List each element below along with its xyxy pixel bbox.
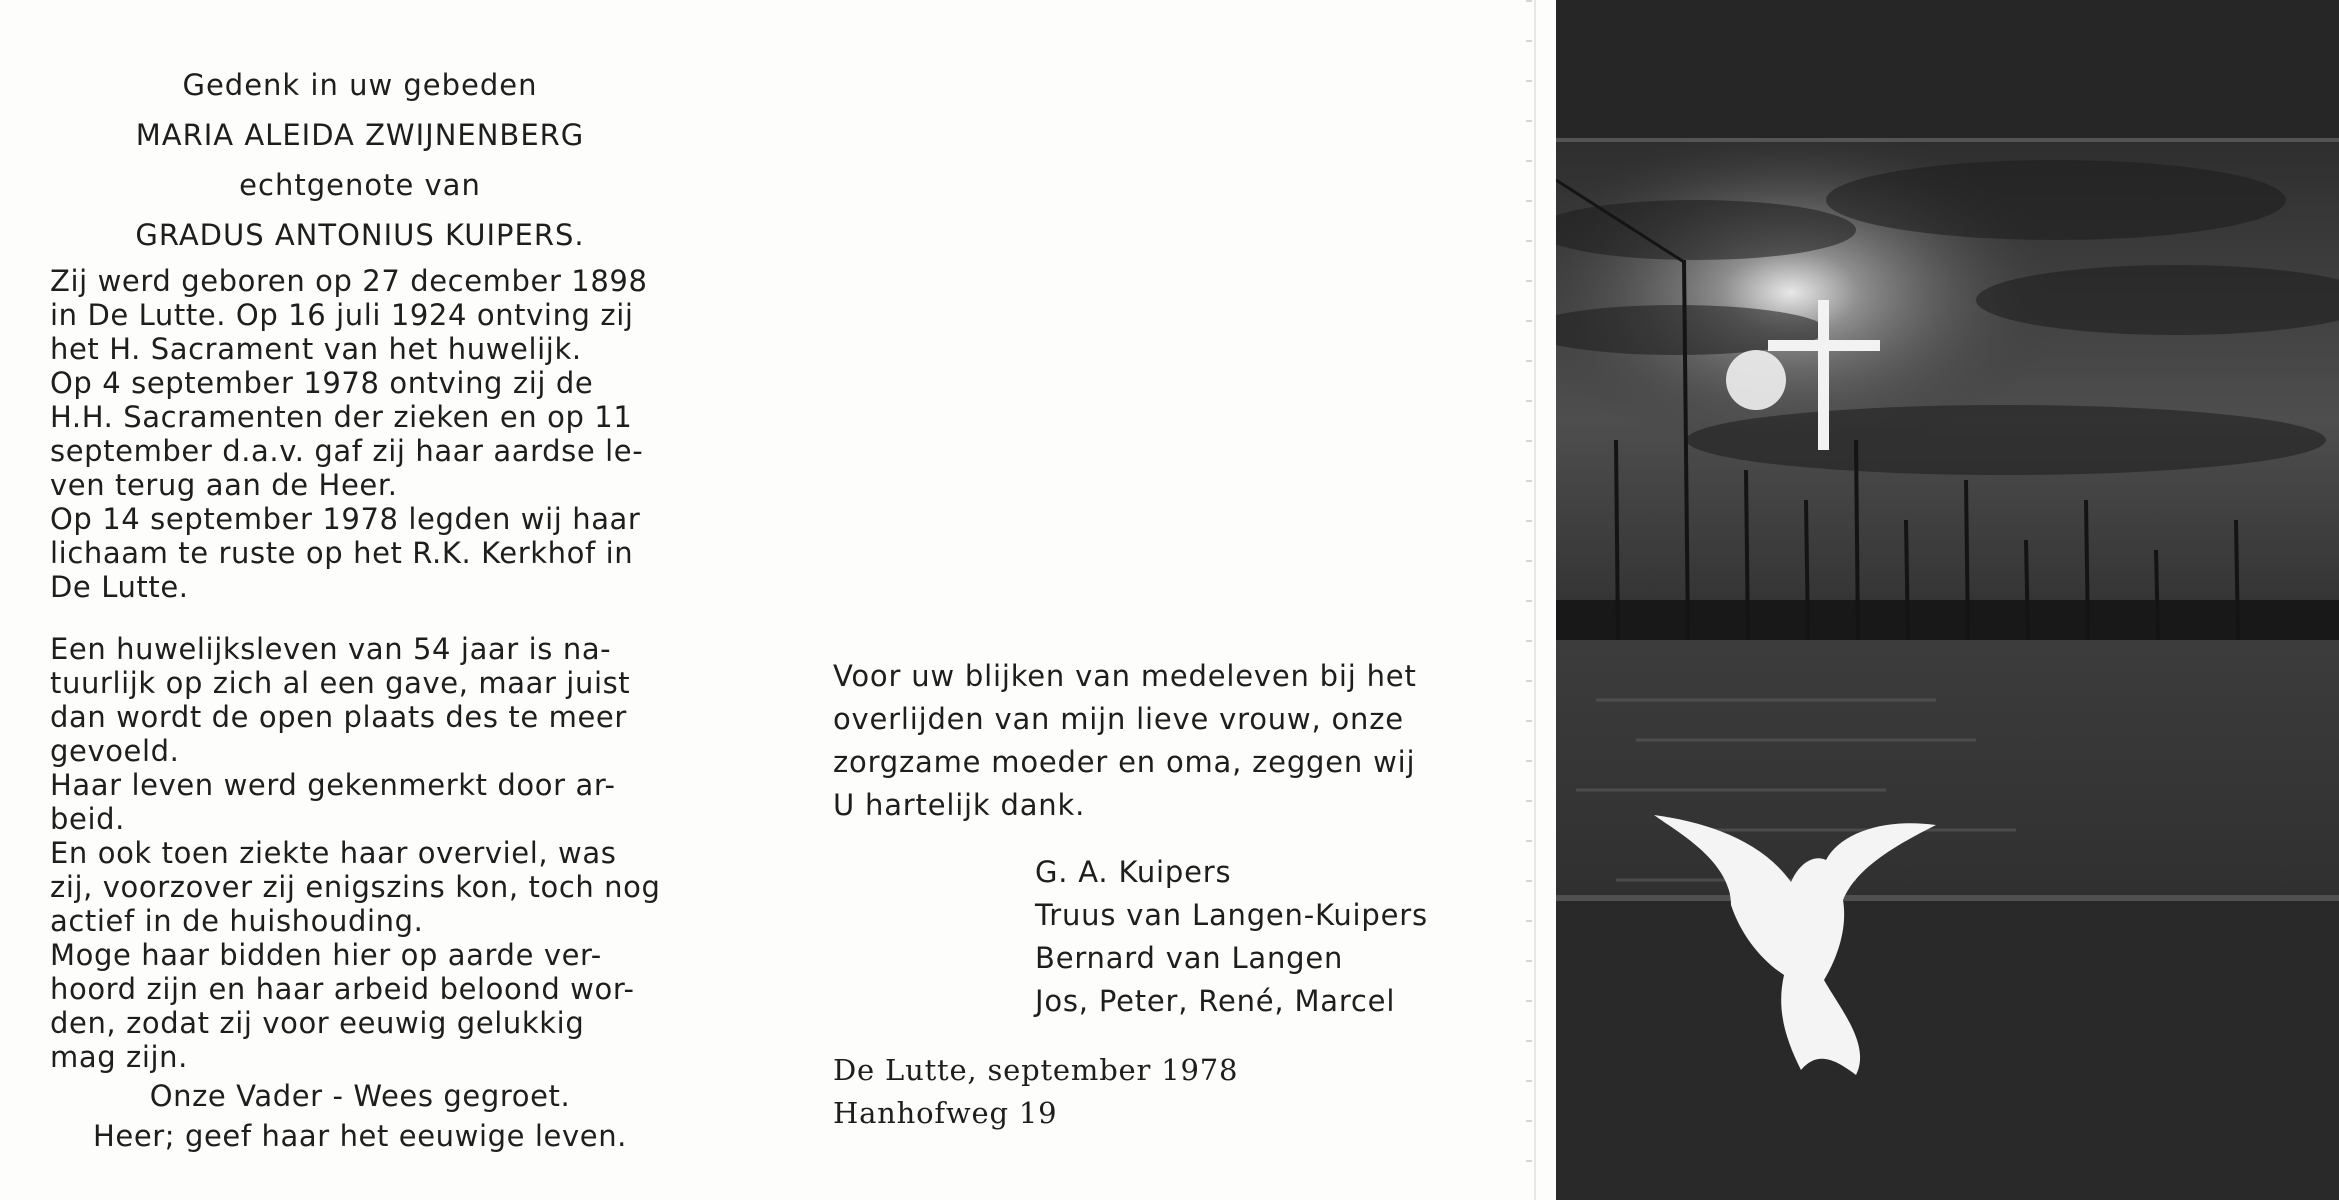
address: Hanhofweg 19 (833, 1096, 1058, 1130)
reflection-line: den, zodat zij voor eeuwig gelukkig (50, 1006, 585, 1040)
bio-line: september d.a.v. gaf zij haar aardse le- (50, 434, 644, 468)
signatory: G. A. Kuipers (1035, 855, 1232, 889)
place-date: De Lutte, september 1978 (833, 1053, 1239, 1087)
closing-prayer: Heer; geef haar het eeuwige leven. (92, 1119, 627, 1153)
reflection-line: beid. (50, 802, 125, 836)
thanks-line: U hartelijk dank. (833, 788, 1086, 822)
signatory: Truus van Langen-Kuipers (1035, 898, 1428, 932)
spouse-name: GRADUS ANTONIUS KUIPERS. (135, 218, 585, 252)
reflection-line: En ook toen ziekte haar overviel, was (50, 836, 617, 870)
bio-line: De Lutte. (50, 570, 189, 604)
reflection (50, 632, 662, 1074)
bio-line: in De Lutte. Op 16 juli 1924 ontving zij (50, 298, 634, 332)
signatory: Jos, Peter, René, Marcel (1035, 984, 1396, 1018)
bio-line: Zij werd geboren op 27 december 1898 (50, 264, 648, 298)
signatories (1035, 851, 1473, 1023)
place-date-block (833, 1049, 1473, 1135)
thanks-line: overlijden van mijn lieve vrouw, onze (833, 702, 1404, 736)
bio-line: Op 4 september 1978 ontving zij de (50, 366, 594, 400)
bio-line: ven terug aan de Heer. (50, 468, 398, 502)
thanks-message (833, 655, 1443, 827)
biography (50, 264, 662, 604)
prayer-line: Onze Vader - Wees gegroet. (149, 1079, 571, 1113)
perforation (1526, 0, 1532, 1200)
card-fold (1534, 0, 1536, 1200)
thanks-panel (833, 655, 1473, 1135)
thanks-line: Voor uw blijken van medeleven bij het (833, 659, 1417, 693)
reflection-line: mag zijn. (50, 1040, 188, 1074)
heading-invocation: Gedenk in uw gebeden (182, 68, 538, 102)
deceased-name: MARIA ALEIDA ZWIJNENBERG (135, 118, 585, 152)
reflection-line: Een huwelijksleven van 54 jaar is na- (50, 632, 612, 666)
memorial-photo (1556, 0, 2339, 1200)
thanks-line: zorgzame moeder en oma, zeggen wij (833, 745, 1416, 779)
reflection-line: tuurlijk op zich al een gave, maar juist (50, 666, 631, 700)
bio-line: H.H. Sacramenten der zieken en op 11 (50, 400, 633, 434)
reflection-line: Haar leven werd gekenmerkt door ar- (50, 768, 616, 802)
reflection-line: dan wordt de open plaats des te meer (50, 700, 627, 734)
reflection-line: hoord zijn en haar arbeid beloond wor- (50, 972, 635, 1006)
reflection-line: zij, voorzover zij enigszins kon, toch nog (50, 870, 661, 904)
reflection-line: Moge haar bidden hier op aarde ver- (50, 938, 602, 972)
reflection-line: actief in de huishouding. (50, 904, 424, 938)
signatory: Bernard van Langen (1035, 941, 1344, 975)
memorial-text-panel (40, 60, 680, 1156)
bio-line: lichaam te ruste op het R.K. Kerkhof in (50, 536, 634, 570)
harbor-sunset-image (1556, 0, 2339, 1200)
relation-label: echtgenote van (239, 168, 481, 202)
reflection-line: gevoeld. (50, 734, 180, 768)
bio-line: het H. Sacrament van het huwelijk. (50, 332, 582, 366)
bio-line: Op 14 september 1978 legden wij haar (50, 502, 641, 536)
